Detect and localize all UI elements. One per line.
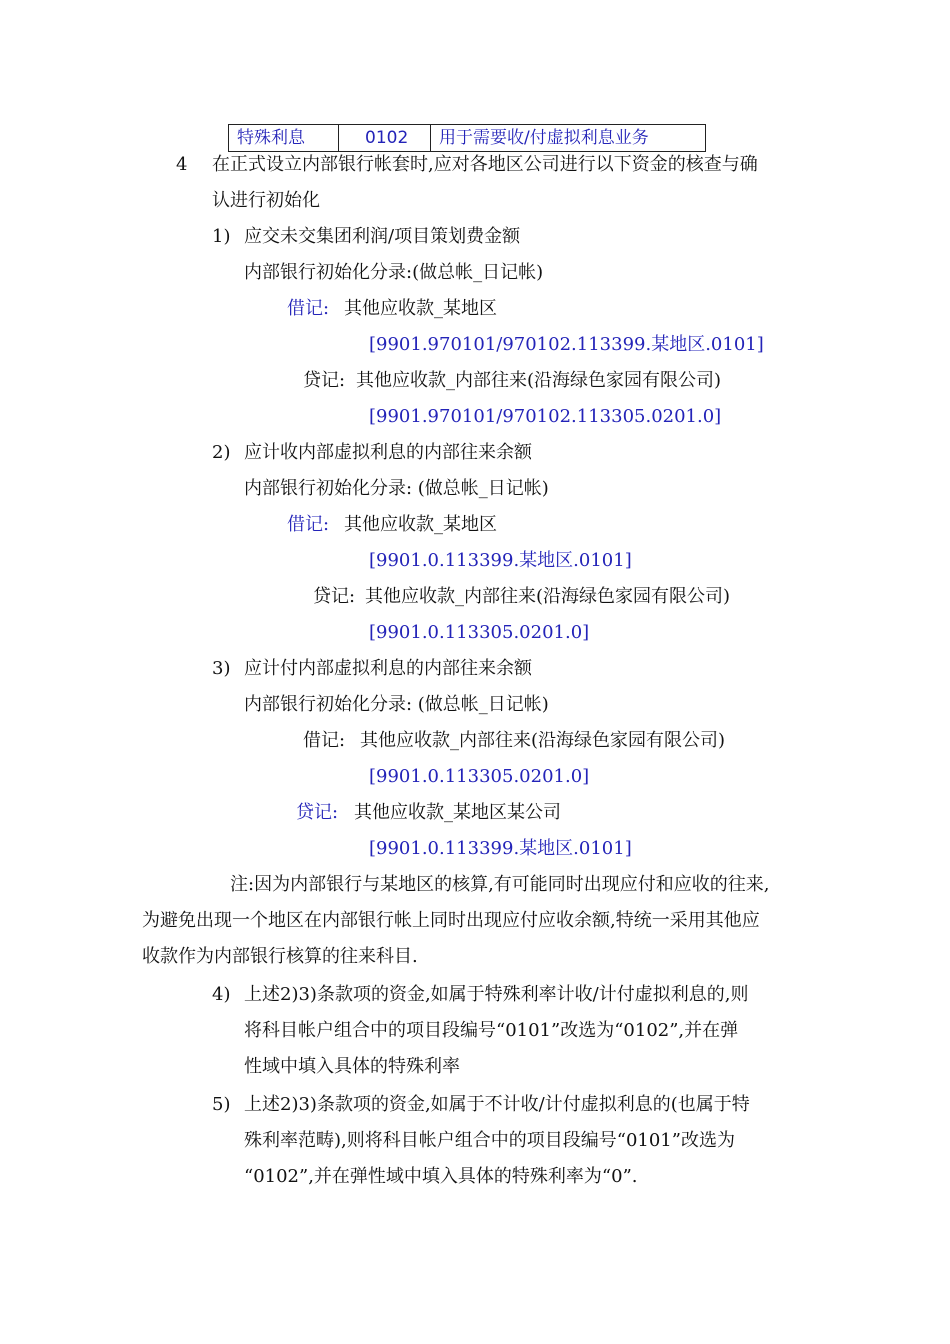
credit-account: 其他应收款_某地区某公司 [354,802,561,823]
credit-account: 其他应收款_内部往来(沿海绿色家园有限公司) [356,370,722,391]
table-cell-name: 特殊利息 [229,125,339,151]
section-number: 4 [176,154,188,175]
credit-label: 贷记: [313,586,356,607]
item-number: 3) [212,658,231,679]
item-number: 1) [212,226,231,247]
note-line: 注:因为内部银行与某地区的核算,有可能同时出现应付和应收的往来, [230,874,770,895]
debit-account-code: [9901.0.113399.某地区.0101] [369,550,632,571]
debit-account: 其他应收款_某地区 [344,514,497,535]
item-text-line: “0102”,并在弹性域中填入具体的特殊利率为“0”. [244,1166,638,1187]
journal-entry-heading: 内部银行初始化分录: (做总帐_日记帐) [244,694,549,715]
credit-account-code: [9901.970101/970102.113305.0201.0] [369,406,722,427]
credit-account-code: [9901.0.113305.0201.0] [369,622,590,643]
item-number: 5) [212,1094,231,1115]
item-title: 应计付内部虚拟利息的内部往来余额 [244,658,532,679]
credit-label: 贷记: [303,370,346,391]
interest-type-table-row [228,124,706,152]
item-title: 应交未交集团利润/项目策划费金额 [244,226,521,247]
debit-account: 其他应收款_内部往来(沿海绿色家园有限公司) [360,730,726,751]
item-text-line: 性域中填入具体的特殊利率 [244,1056,460,1077]
journal-entry-heading: 内部银行初始化分录: (做总帐_日记帐) [244,478,549,499]
credit-account-code: [9901.0.113399.某地区.0101] [369,838,632,859]
debit-label: 借记: [287,298,330,319]
debit-account-code: [9901.0.113305.0201.0] [369,766,590,787]
section-text-line: 在正式设立内部银行帐套时,应对各地区公司进行以下资金的核查与确 [212,154,758,175]
journal-entry-heading: 内部银行初始化分录:(做总帐_日记帐) [244,262,544,283]
debit-account-code: [9901.970101/970102.113399.某地区.0101] [369,334,764,355]
debit-label: 借记: [303,730,346,751]
table-cell-code: 0102 [339,125,431,151]
table-cell-desc: 用于需要收/付虚拟利息业务 [439,128,649,148]
item-number: 4) [212,984,231,1005]
debit-label: 借记: [287,514,330,535]
item-text-line: 上述2)3)条款项的资金,如属于特殊利率计收/计付虚拟利息的,则 [244,984,749,1005]
item-text-line: 将科目帐户组合中的项目段编号“0101”改选为“0102”,并在弹 [244,1020,739,1041]
item-text-line: 殊利率范畴),则将科目帐户组合中的项目段编号“0101”改选为 [244,1130,735,1151]
note-line: 为避免出现一个地区在内部银行帐上同时出现应付应收余额,特统一采用其他应 [142,910,760,931]
item-number: 2) [212,442,231,463]
credit-account: 其他应收款_内部往来(沿海绿色家园有限公司) [365,586,731,607]
note-line: 收款作为内部银行核算的往来科目. [142,946,418,967]
debit-account: 其他应收款_某地区 [344,298,497,319]
section-text-line: 认进行初始化 [212,190,320,211]
item-title: 应计收内部虚拟利息的内部往来余额 [244,442,532,463]
credit-label: 贷记: [296,802,339,823]
item-text-line: 上述2)3)条款项的资金,如属于不计收/计付虚拟利息的(也属于特 [244,1094,750,1115]
